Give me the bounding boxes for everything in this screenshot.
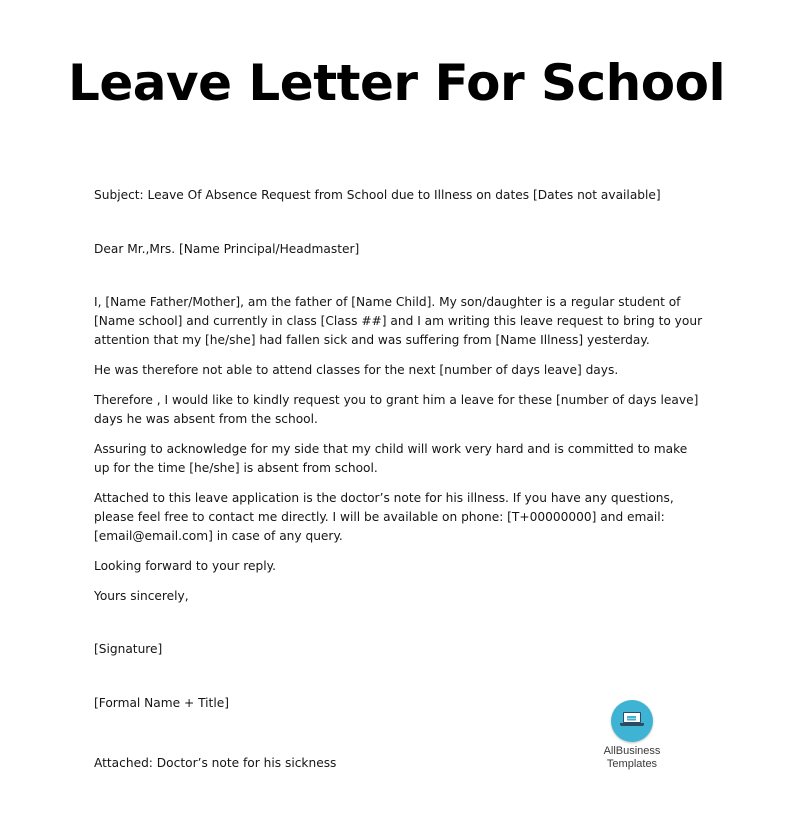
laptop-icon <box>623 712 641 723</box>
letter-paragraph-commitment: Assuring to acknowledge for my side that my child will work very hard and is committed to make up for the time [he/she] is absent from school. <box>94 442 688 475</box>
letter-body <box>94 186 706 773</box>
logo-text-line2: Templates <box>606 758 658 770</box>
letter-paragraph-request: Therefore , I would like to kindly request you to grant him a leave for these [number of days leave] days he was absent from the school. <box>94 393 699 426</box>
letter-paragraph-reply: Looking forward to your reply. <box>94 559 276 573</box>
letter-closing: Yours sincerely, <box>94 589 189 603</box>
letter-paragraph-intro: I, [Name Father/Mother], am the father of [Name Child]. My son/daughter is a regular student of [Name school] and currently in class [Class ##] and I am writing this leave request to bring to your attention that my [he/she] had fallen sick and was suffering from [Name Illness] yesterday. <box>94 295 703 347</box>
letter-paragraph-contact: Attached to this leave application is the doctor’s note for his illness. If you have any questions, please feel free to contact me directly. I will be available on phone: [T+00000000] and email: [email@email.com] in case of any query. <box>94 491 674 543</box>
letter-subject: Subject: Leave Of Absence Request from School due to Illness on dates [Dates not available] <box>94 188 661 202</box>
letter-paragraph-absence: He was therefore not able to attend classes for the next [number of days leave] days. <box>94 363 619 377</box>
logo-text <box>594 745 670 771</box>
letter-signature: [Signature] <box>94 642 163 656</box>
logo-circle <box>611 700 653 742</box>
letter-formal-name: [Formal Name + Title] <box>94 696 229 710</box>
letter-salutation: Dear Mr.,Mrs. [Name Principal/Headmaster] <box>94 242 360 256</box>
laptop-base <box>620 723 644 726</box>
document-title: Leave Letter For School <box>68 54 726 112</box>
allbusiness-templates-logo <box>594 700 670 771</box>
letter-attachment: Attached: Doctor’s note for his sickness <box>94 756 337 770</box>
logo-text-line1: AllBusiness <box>603 745 661 757</box>
